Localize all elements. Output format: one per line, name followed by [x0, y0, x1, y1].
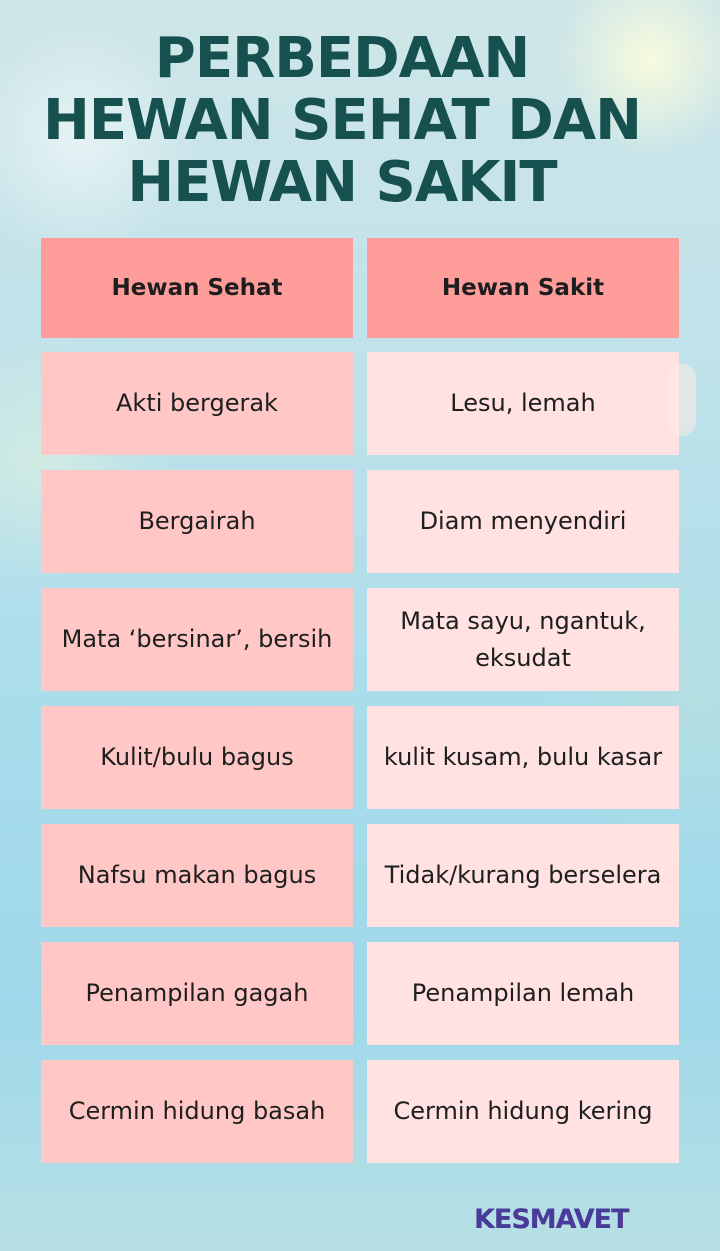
healthy-cell: Akti bergerak [41, 352, 353, 455]
healthy-cell: Penampilan gagah [41, 942, 353, 1045]
healthy-cell: Nafsu makan bagus [41, 824, 353, 927]
page-title [0, 28, 684, 214]
header-sick-animal: Hewan Sakit [367, 238, 679, 338]
table-row [41, 588, 679, 691]
title-line-3: HEWAN SAKIT [127, 150, 557, 215]
sick-cell: Tidak/kurang berselera [367, 824, 679, 927]
comparison-table [41, 238, 679, 1178]
table-row [41, 706, 679, 809]
table-row [41, 824, 679, 927]
table-row [41, 942, 679, 1045]
table-row [41, 470, 679, 573]
kesmavet-logo: KESMAVET [474, 1204, 629, 1235]
healthy-cell: Cermin hidung basah [41, 1060, 353, 1163]
sick-cell: Cermin hidung kering [367, 1060, 679, 1163]
sick-cell: Mata sayu, ngantuk, eksudat [367, 588, 679, 691]
table-row [41, 1060, 679, 1163]
sick-cell: Penampilan lemah [367, 942, 679, 1045]
table-header-row [41, 238, 679, 338]
table-row [41, 352, 679, 455]
healthy-cell: Bergairah [41, 470, 353, 573]
sick-cell: Lesu, lemah [367, 352, 679, 455]
title-line-1: PERBEDAAN [154, 26, 530, 91]
healthy-cell: Kulit/bulu bagus [41, 706, 353, 809]
sick-cell: kulit kusam, bulu kasar [367, 706, 679, 809]
header-healthy-animal: Hewan Sehat [41, 238, 353, 338]
sick-cell: Diam menyendiri [367, 470, 679, 573]
healthy-cell: Mata ‘bersinar’, bersih [41, 588, 353, 691]
scroll-handle[interactable] [668, 364, 696, 436]
title-line-2: HEWAN SEHAT DAN [43, 88, 641, 153]
